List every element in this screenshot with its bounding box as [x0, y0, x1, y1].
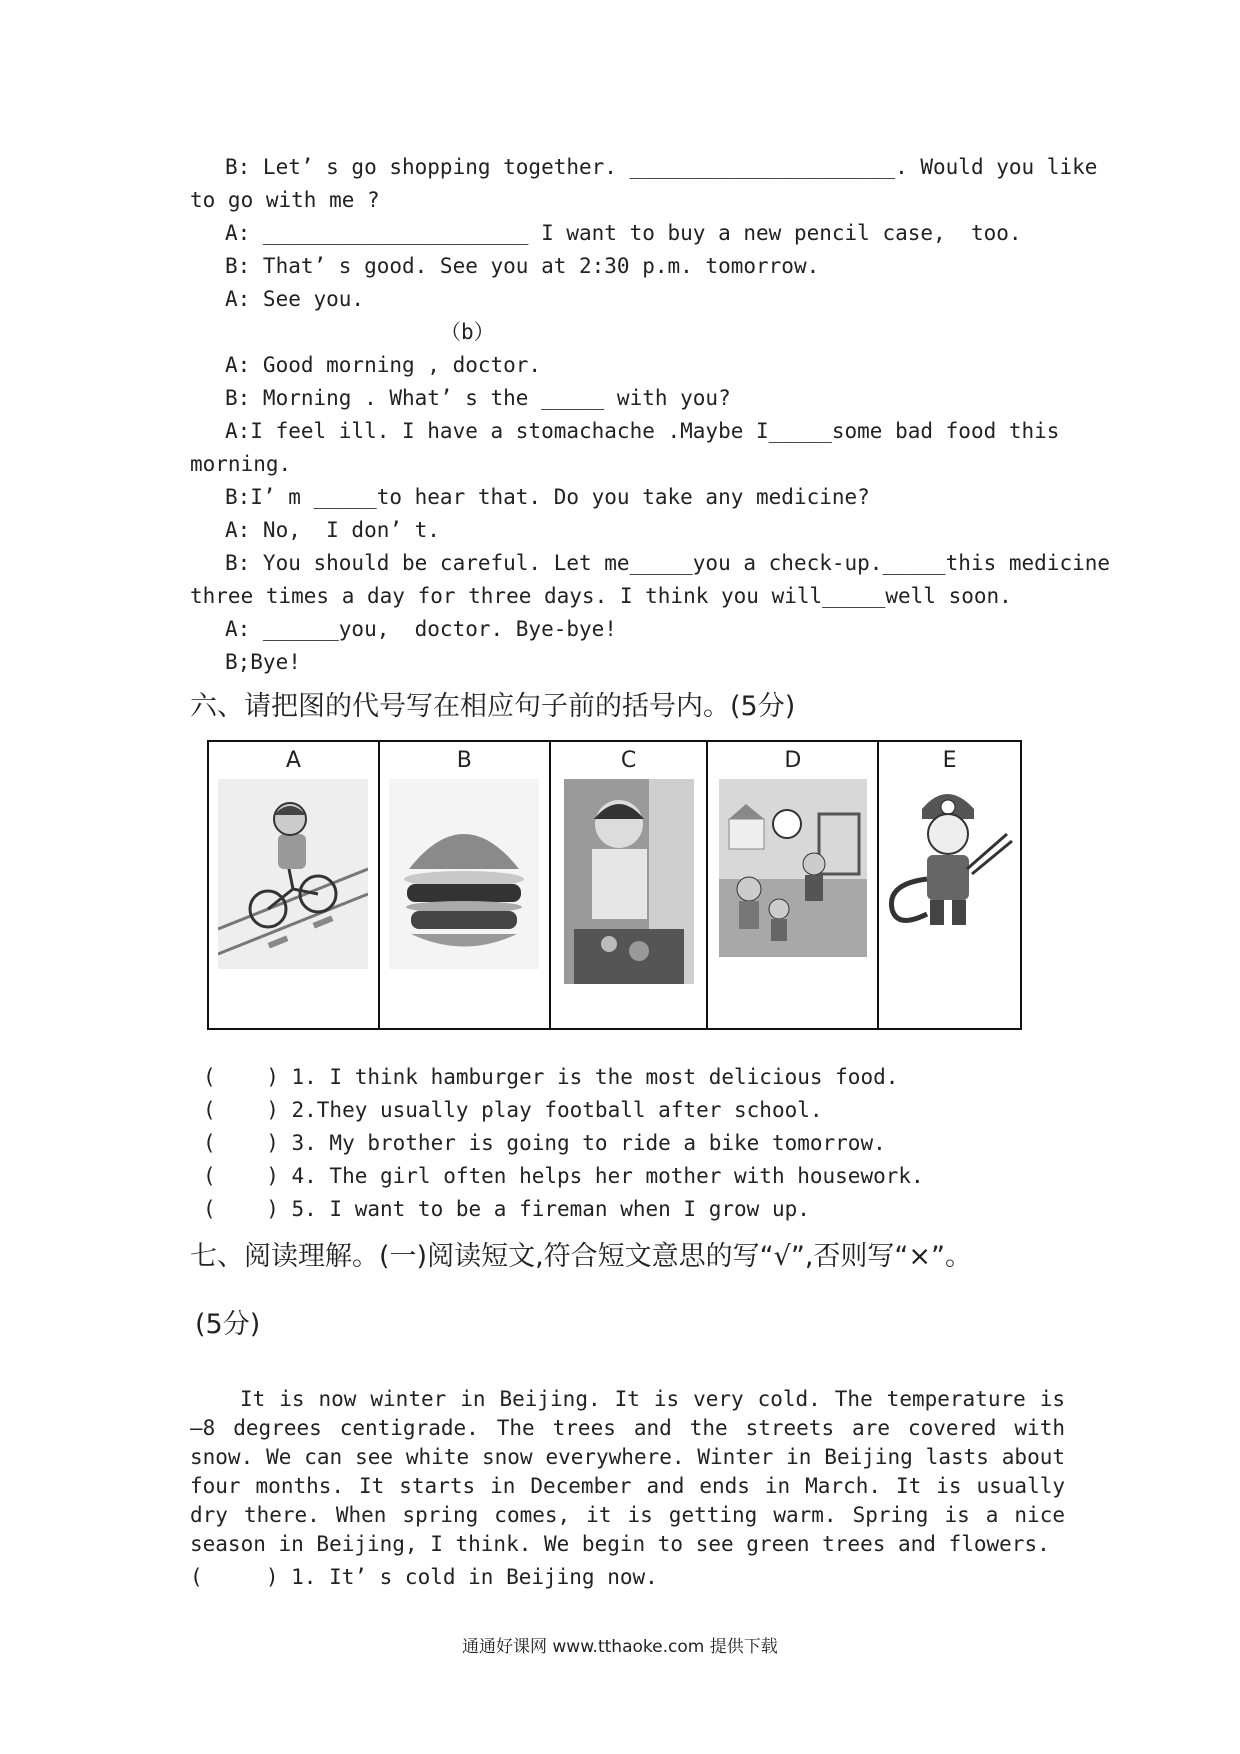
dialogue-b-line-5: B:I’ m _____to hear that. Do you take any medicine? — [225, 485, 870, 509]
dialogue-b-label: （b） — [440, 320, 495, 344]
girl-doing-housework-picture — [564, 779, 694, 984]
dialogue-b-line-8: three times a day for three days. I think you will_____well soon. — [190, 584, 1012, 608]
dialogue-b-line-2: B: Morning . What’ s the _____ with you? — [225, 386, 731, 410]
picture-letter-e: E — [942, 748, 957, 773]
dialogue-b-line-4: morning. — [190, 452, 292, 476]
picture-cell-c — [550, 741, 708, 1029]
dialogue-a-line-5: A: See you. — [225, 287, 365, 311]
dialogue-b-line-1: A: Good morning , doctor. — [225, 353, 542, 377]
match-item-5: ( ) 5. I want to be a fireman when I grow up. — [203, 1197, 810, 1221]
match-item-4: ( ) 4. The girl often helps her mother with housework. — [203, 1164, 924, 1188]
dialogue-a-line-4: B: That’ s good. See you at 2:30 p.m. tomorrow. — [225, 254, 820, 278]
section-7-score: (5分) — [195, 1309, 261, 1340]
match-item-1: ( ) 1. I think hamburger is the most delicious food. — [203, 1065, 899, 1089]
picture-table — [207, 740, 1022, 1030]
reading-passage: It is now winter in Beijing. It is very cold. The temperature is –8 degrees centigrade. The trees and the streets are covered with snow. We can see white snow everywhere. Winter in Beijing lasts about four months. It starts in December and ends in March. It is usually dry there. When spring comes, it is getting warm. Spring is a nice season in Beijing, I think. We begin to see green trees and flowers. — [190, 1387, 1065, 1556]
dialogue-a-line-1: B: Let’ s go shopping together. _____________________. Would you like — [225, 155, 1098, 179]
fireman-picture — [882, 779, 1017, 939]
match-item-2: ( ) 2.They usually play football after school. — [203, 1098, 823, 1122]
picture-cell-a — [208, 741, 379, 1029]
dialogue-a-line-2: to go with me ? — [190, 188, 380, 212]
match-item-3: ( ) 3. My brother is going to ride a bike tomorrow. — [203, 1131, 886, 1155]
reading-item-1: ( ) 1. It’ s cold in Beijing now. — [190, 1565, 658, 1589]
picture-cell-b — [379, 741, 550, 1029]
dialogue-b-line-10: B;Bye! — [225, 650, 301, 674]
picture-letter-d: D — [784, 748, 802, 773]
section-7-heading: 七、阅读理解。(一)阅读短文,符合短文意思的写“√”,否则写“×”。 — [190, 1241, 973, 1272]
picture-letter-b: B — [456, 748, 472, 773]
hamburger-picture — [389, 779, 539, 969]
picture-letter-c: C — [620, 748, 637, 773]
picture-cell-e — [878, 741, 1021, 1029]
picture-cell-d — [707, 741, 878, 1029]
dialogue-b-line-7: B: You should be careful. Let me_____you a check-up._____this medicine — [225, 551, 1111, 575]
dialogue-a-line-3: A: _____________________ I want to buy a new pencil case, too. — [225, 221, 1022, 245]
picture-letter-a: A — [285, 748, 301, 773]
dialogue-b-line-6: A: No, I don’ t. — [225, 518, 440, 542]
boy-riding-bike-picture — [218, 779, 368, 969]
dialogue-b-line-3: A:I feel ill. I have a stomachache .Maybe I_____some bad food this — [225, 419, 1060, 443]
section-6-heading: 六、请把图的代号写在相应句子前的括号内。(5分) — [190, 691, 796, 722]
kids-playing-football-picture — [719, 779, 867, 957]
dialogue-b-line-9: A: ______you, doctor. Bye-bye! — [225, 617, 617, 641]
page-footer: 通通好课网 www.tthaoke.com 提供下载 — [462, 1637, 778, 1657]
